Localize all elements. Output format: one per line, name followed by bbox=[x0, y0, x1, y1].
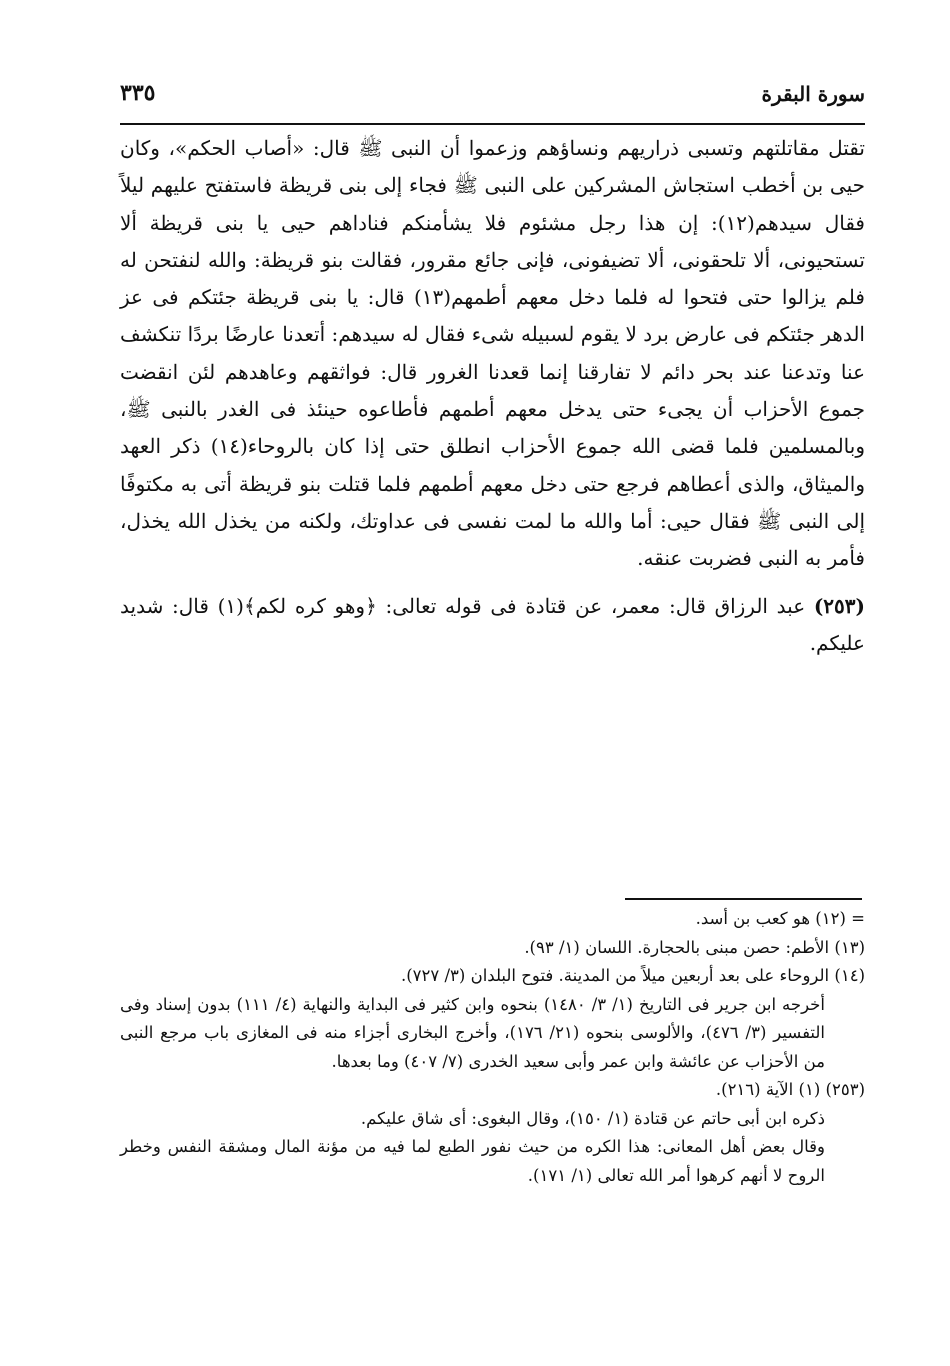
footnote-line: (٢٥٣) (١) الآية (٢١٦). bbox=[715, 1080, 865, 1099]
footnote-line: (١٣) الأطم: حصن مبنى بالحجارة. اللسان (١/ ٩٣). bbox=[524, 937, 865, 957]
footnote-line: ذكره ابن أبى حاتم عن قتادة (١/ ١٥٠)، وقال البغوى: أى شاق عليكم. bbox=[360, 1108, 825, 1128]
athar-number: (٢٥٣) bbox=[813, 593, 865, 618]
footnote-divider bbox=[625, 898, 862, 900]
main-text bbox=[120, 130, 865, 662]
page-number: ٣٣٥ bbox=[120, 80, 156, 106]
athar-text: عبد الرزاق قال: معمر، عن قتادة فى قوله تعالى: ﴿وهو كره لكم﴾(١) قال: شديد عليكم. bbox=[120, 593, 865, 655]
footnotes bbox=[120, 905, 865, 1190]
footnote-line: = (١٢) هو كعب بن أسد. bbox=[695, 909, 865, 928]
footnote-line: أخرجه ابن جرير فى التاريخ (١/ ٣/ ١٤٨٠) بنحوه وابن كثير فى البداية والنهاية (٤/ ١١١) بدون إسناد وفى التفسير (٣/ ٤٧٦)، والألوسى بنحوه (٢١/ ١٧٦)، وأخرج البخارى أجزاء منه فى المغازى باب مرجع النبى من الأحزاب عن عائشة وابن عمر وأبى سعيد الخدرى (٧/ ٤٠٧) وما بعدها. bbox=[120, 994, 825, 1071]
athar-paragraph bbox=[120, 588, 865, 663]
narration-paragraph: تقتل مقاتلتهم وتسبى ذراريهم ونساؤهم وزعموا أن النبى ﷺ قال: «أصاب الحكم»، وكان حيى بن أخطب استجاش المشركين على النبى ﷺ فجاء إلى بنى قريظة فاستفتح عليهم ليلاً فقال سيدهم(١٢): إن هذا رجل مشئوم فلا يشأمنكم فناداهم حيى يا بنى قريظة ألا تستحيونى، ألا تلحقونى، ألا تضيفونى، فإنى جائع مقرور، فقالت بنو قريظة: والله لنفتحن له فلم يزالوا حتى فتحوا له فلما دخل معهم أطمهم(١٣) قال: يا بنى قريظة جئتكم فى عز الدهر جئتكم فى عارض برد لا يقوم لسبيله شىء فقال له سيدهم: أتعدنا عارضًا بردًا تنكشف عنا وتدعنا عند بحر دائم لا تفارقنا إنما قعدنا الغرور قال: فواثقهم وعاهدهم لئن انقضت جموع الأحزاب أن يجىء حتى يدخل معهم أطمهم فأطاعوه حينئذ فى الغدر بالنبى ﷺ، وبالمسلمين فلما قضى الله جموع الأحزاب انطلق حتى إذا كان بالروحاء(١٤) ذكر العهد والميثاق، والذى أعطاهم فرجع حتى دخل معهم أطمهم فلما قتلت بنو قريظة أتى به مكتوفًا إلى النبى ﷺ فقال حيى: أما والله ما لمت نفسى فى عداوتك، ولكنه من يخذل الله يخذل، فأمر به النبى فضربت عنقه. bbox=[120, 136, 865, 571]
page-header bbox=[120, 78, 865, 118]
footnote-line: (١٤) الروحاء على بعد أربعين ميلاً من المدينة. فتوح البلدان (٣/ ٧٢٧). bbox=[400, 966, 865, 985]
header-divider bbox=[120, 123, 865, 125]
footnote-line: وقال بعض أهل المعانى: هذا الكره من حيث نفور الطبع لما فيه من مؤنة المال ومشقة النفس وخطر الروح لا أنهم كرهوا أمر الله تعالى (١/ ١٧١). bbox=[120, 1137, 825, 1185]
surah-title: سورة البقرة bbox=[761, 82, 865, 106]
